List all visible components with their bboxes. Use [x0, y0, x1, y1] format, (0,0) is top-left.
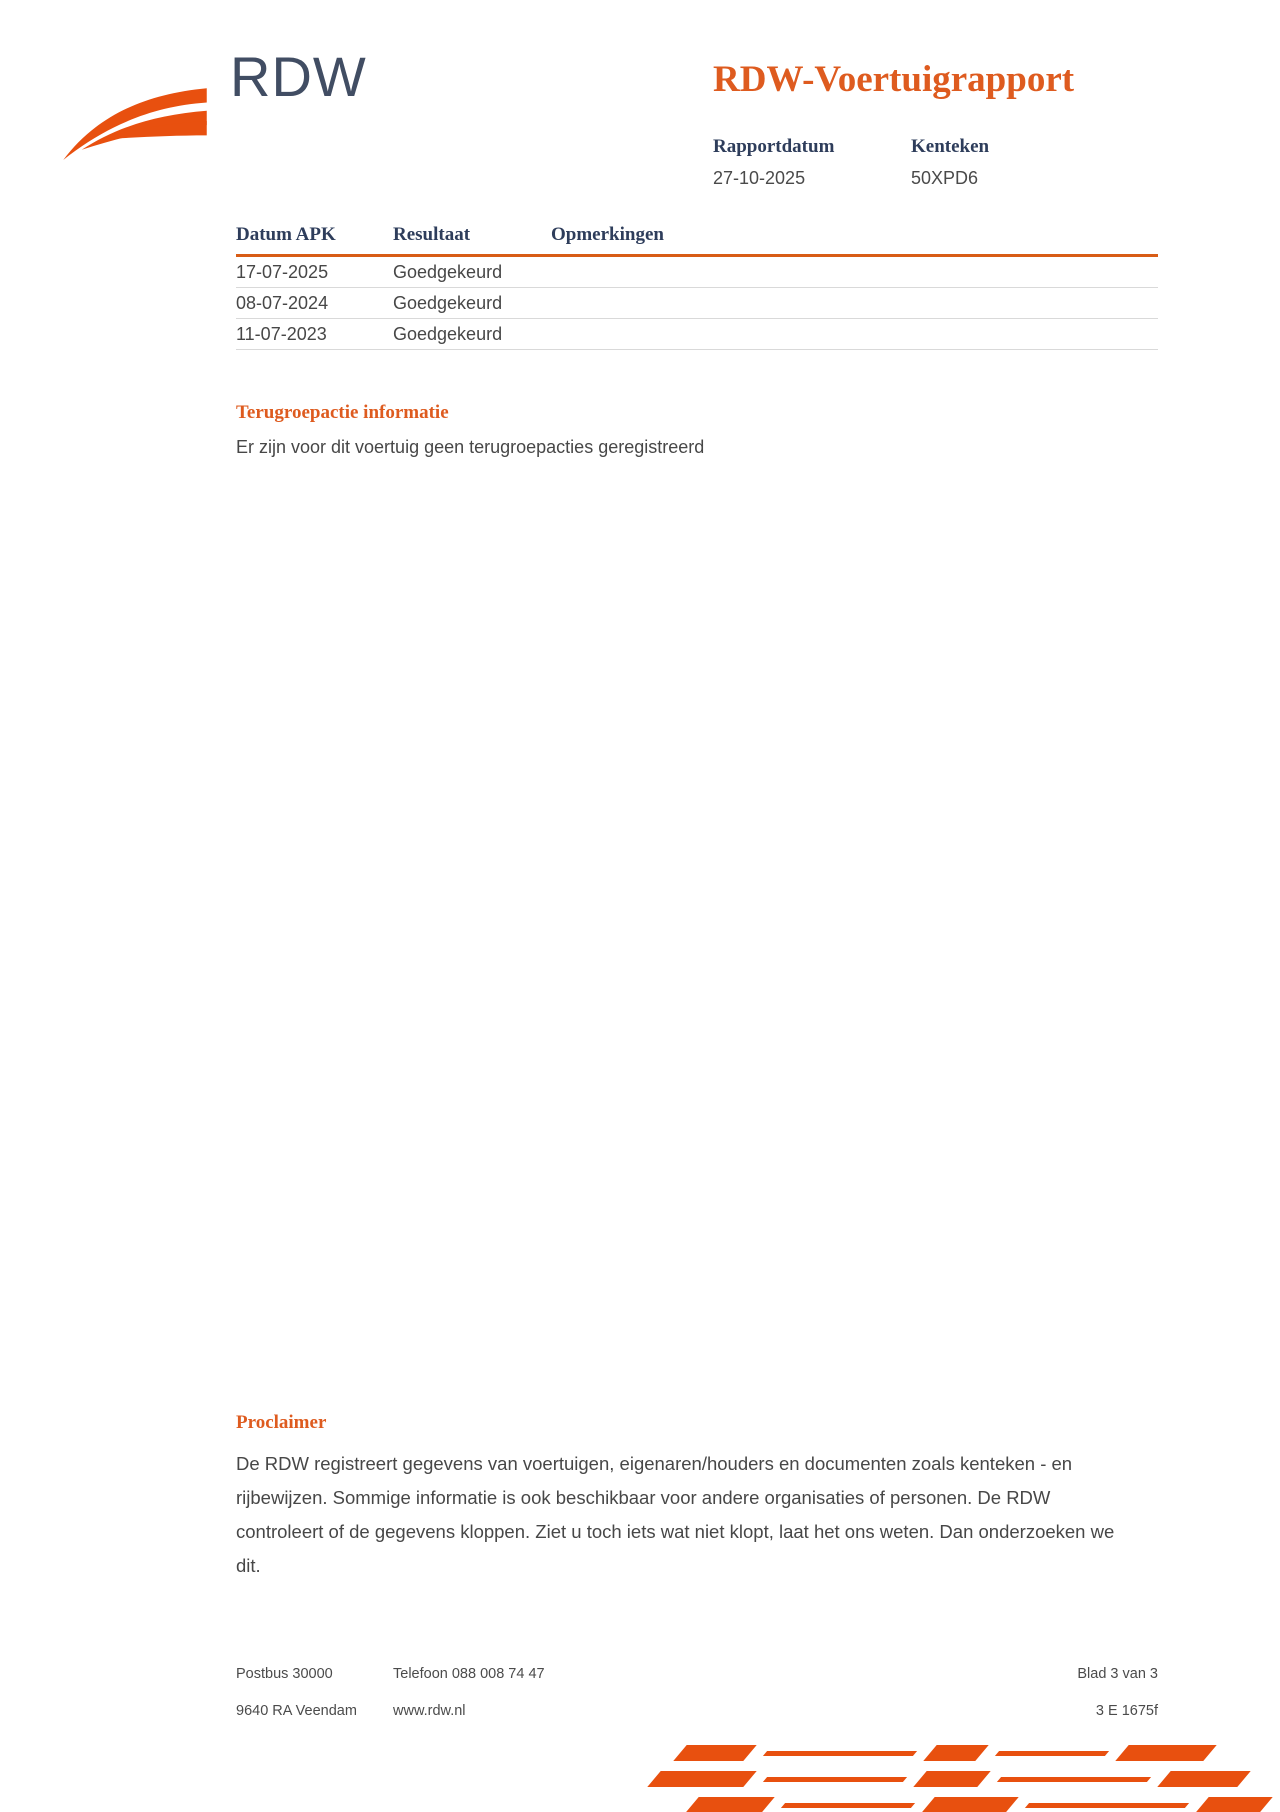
footer-row [236, 1703, 1158, 1719]
table-row [236, 288, 1158, 319]
footer-website: www.rdw.nl [393, 1703, 466, 1719]
cell-resultaat: Goedgekeurd [393, 323, 503, 344]
cell-datum-apk: 11-07-2023 [236, 323, 327, 344]
table-header-row [236, 224, 1158, 257]
proclaimer-section [236, 1412, 1136, 1583]
report-date-block [713, 136, 911, 189]
cell-datum-apk: 17-07-2025 [236, 261, 329, 282]
footer-row [236, 1666, 1158, 1682]
license-plate-value: 50XPD6 [911, 168, 979, 188]
stripe-row [654, 1771, 1280, 1787]
footer-form-code: 3 E 1675f [1095, 1703, 1158, 1719]
cell-datum-apk: 08-07-2024 [236, 292, 329, 313]
stripe-row [692, 1797, 1280, 1812]
report-date-label: Rapportdatum [713, 136, 835, 157]
recall-section-heading: Terugroepactie informatie [236, 402, 449, 423]
footer-page-indicator: Blad 3 van 3 [1077, 1666, 1158, 1682]
column-header-resultaat: Resultaat [393, 224, 471, 245]
stripe-row [680, 1745, 1280, 1761]
rdw-logo-text: RDW [230, 45, 367, 108]
footer-city-address: 9640 RA Veendam [236, 1703, 357, 1719]
proclaimer-section-heading: Proclaimer [236, 1412, 327, 1433]
report-date-value: 27-10-2025 [713, 168, 806, 188]
report-meta [713, 136, 989, 189]
page-footer [236, 1666, 1158, 1740]
column-header-datum-apk: Datum APK [236, 224, 336, 245]
table-row [236, 257, 1158, 288]
license-plate-block [911, 136, 989, 189]
proclaimer-section-body: De RDW registreert gegevens van voertuigen, eigenaren/houders en documenten zoals kenteken - en rijbewijzen. Sommige informatie is ook beschikbaar voor andere organisaties of personen. De RDW controleert of de gegevens kloppen. Ziet u toch iets wat niet klopt, laat het ons weten. Dan onderzoeken we dit. [236, 1453, 1115, 1576]
license-plate-label: Kenteken [911, 136, 990, 157]
apk-history-table [236, 224, 1158, 350]
footer-phone: Telefoon 088 008 74 47 [393, 1666, 545, 1682]
footer-postal-address: Postbus 30000 [236, 1666, 333, 1682]
report-title: RDW-Voertuigrapport [713, 59, 1075, 100]
cell-resultaat: Goedgekeurd [393, 292, 503, 313]
column-header-opmerkingen: Opmerkingen [551, 224, 664, 245]
table-row [236, 319, 1158, 350]
rdw-flag-icon [60, 80, 210, 162]
cell-resultaat: Goedgekeurd [393, 261, 503, 282]
recall-section [236, 402, 1136, 458]
recall-section-body: Er zijn voor dit voertuig geen terugroepacties geregistreerd [236, 437, 705, 457]
rdw-stripes-graphic [680, 1745, 1280, 1812]
